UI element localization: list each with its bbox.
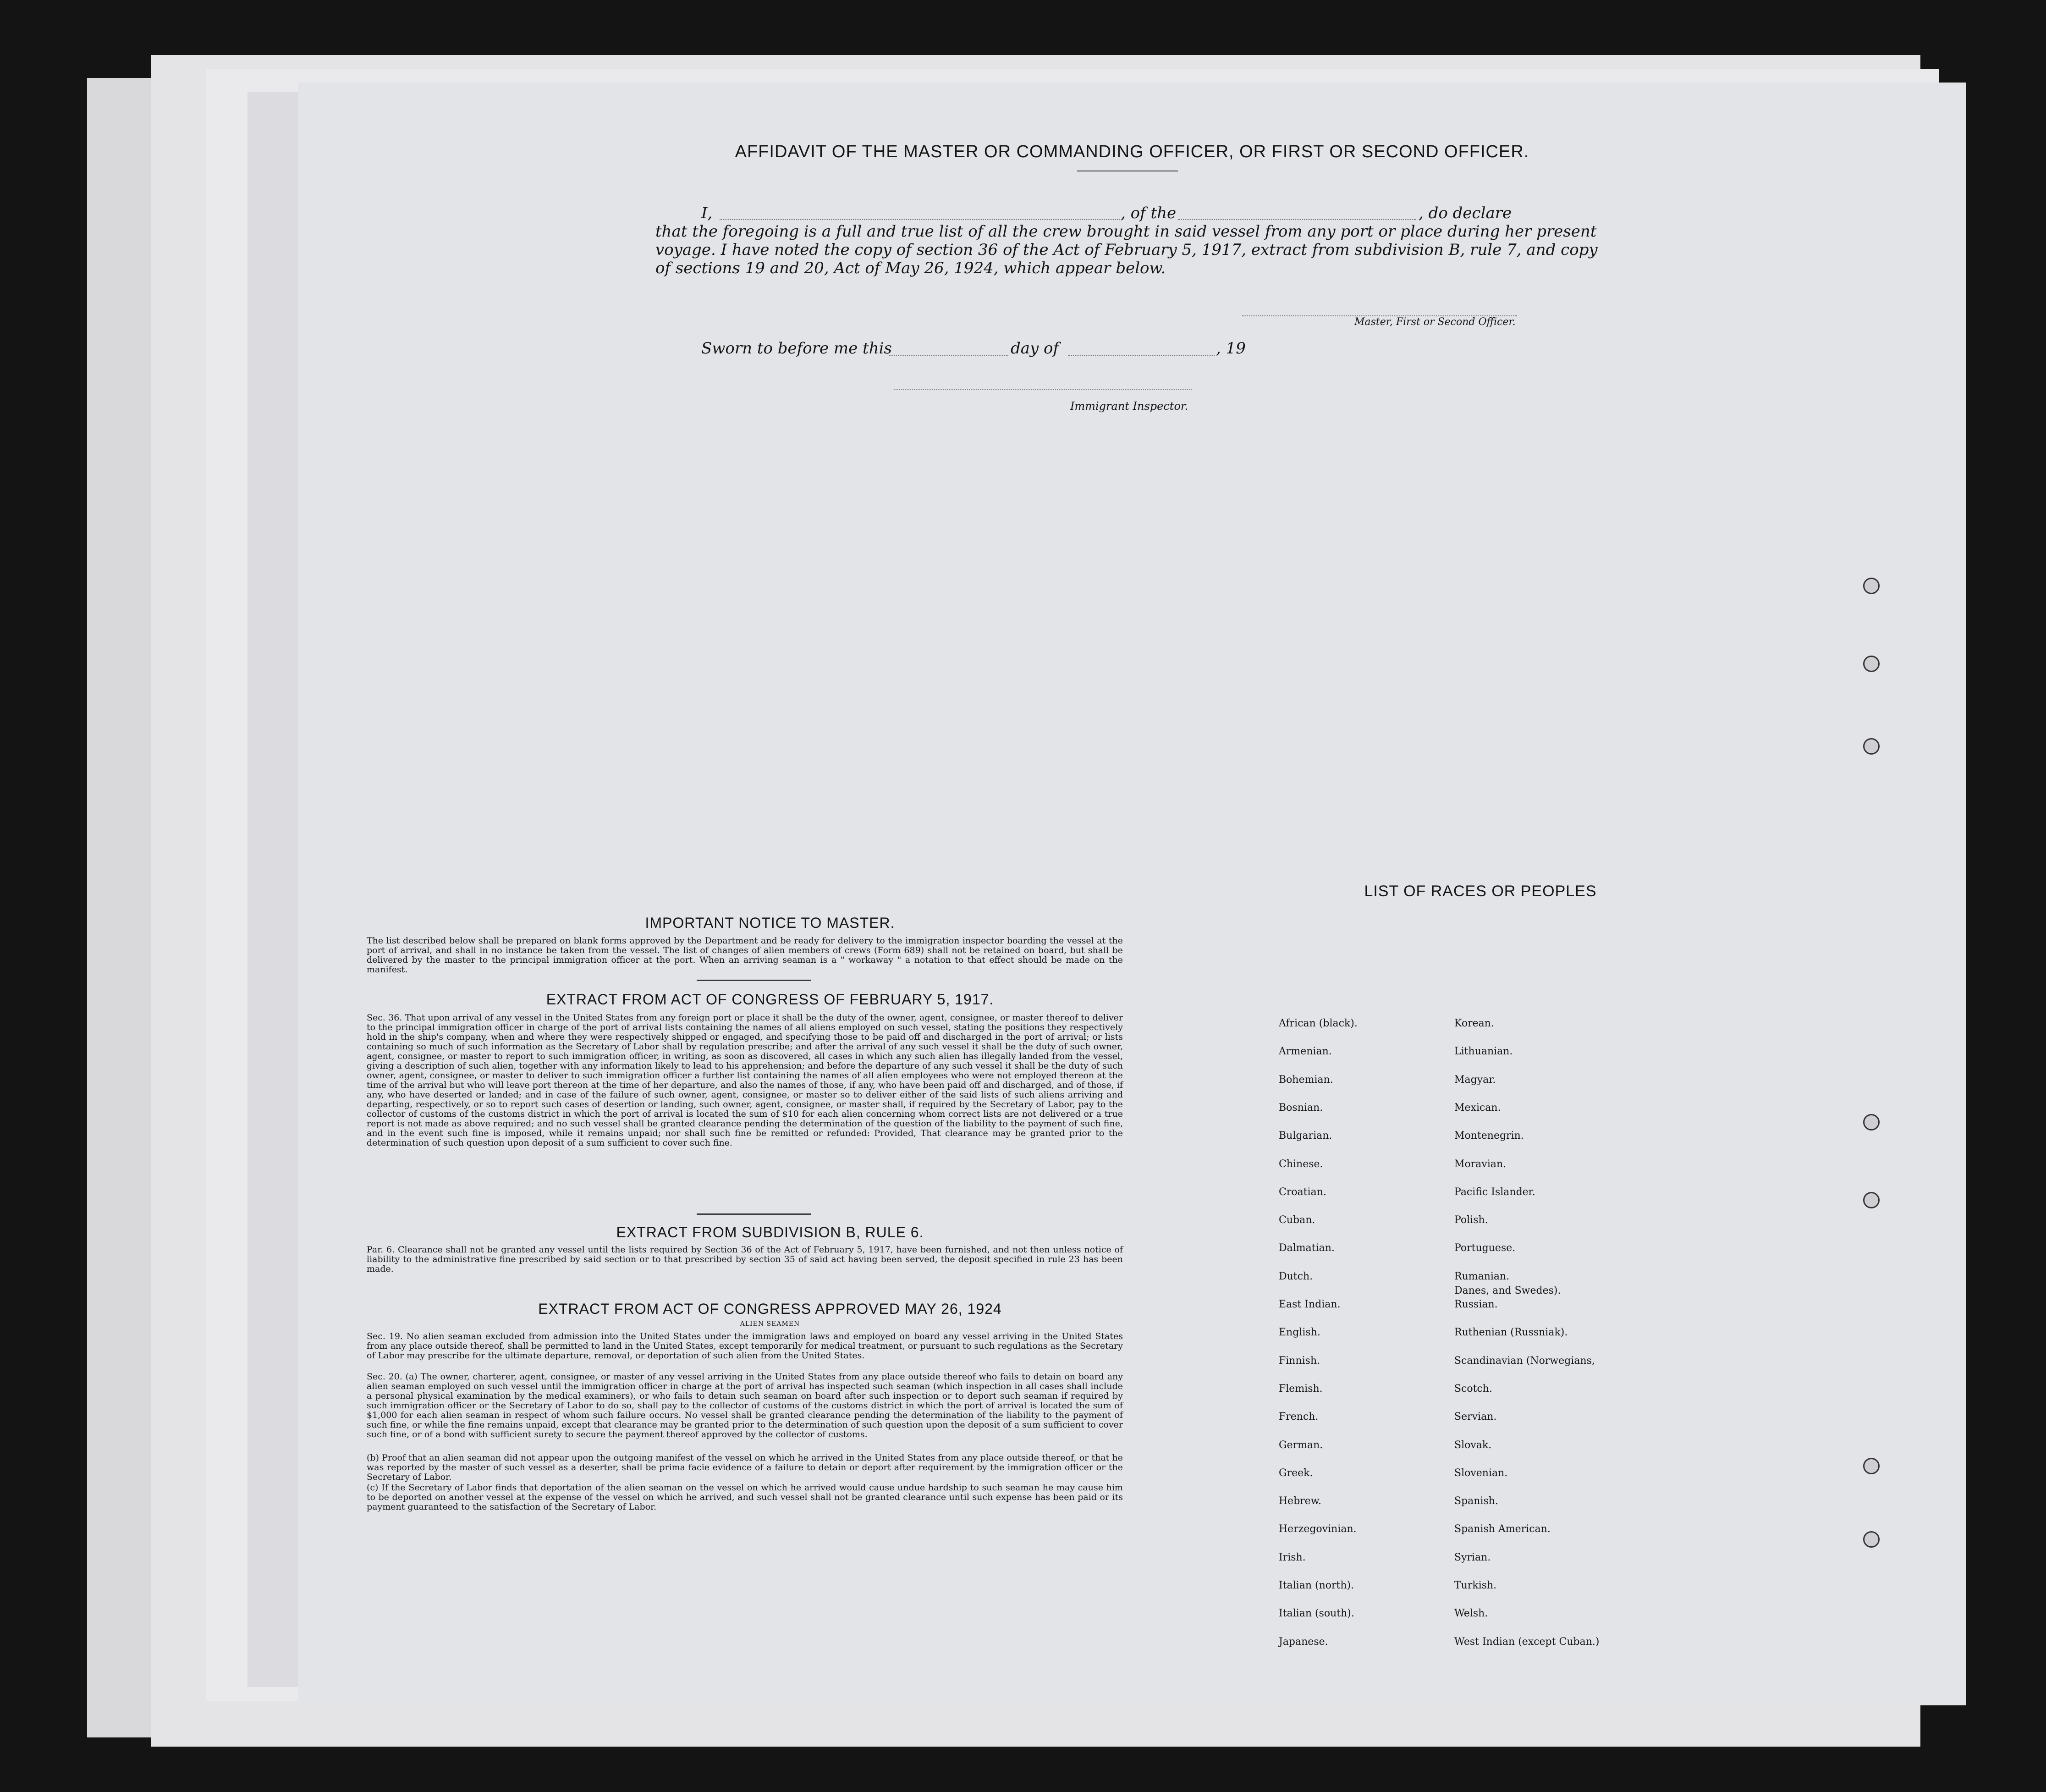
race-item: Japanese. [1279,1636,1328,1648]
race-item: Polish. [1454,1214,1488,1226]
binder-hole [1863,1458,1880,1474]
month-fill-line [1068,355,1215,356]
race-item: Bohemian. [1279,1074,1333,1086]
race-item: Armenian. [1279,1046,1332,1058]
section-19-text: Sec. 19. No alien seaman excluded from admission into the United States under the immigration laws and employed on board any vessel arriving in the United States from any place outside thereof, shall be permitted to land in the United States, except temporarily for medical treatment, or pursuant to such regulations as the Secretary of Labor may prescribe for the ultimate departure, removal, or deportation of such alien from the United States. [367,1331,1123,1361]
race-item: Magyar. [1454,1074,1496,1086]
binder-hole [1863,578,1880,594]
binder-hole [1863,1531,1880,1548]
section-20b-text: (b) Proof that an alien seaman did not appear upon the outgoing manifest of the vessel on which he arrived in the United States from any place outside thereof, or that he was reported by the master of such vessel as a deserter, shall be prima facie evidence of a failure to detain or deport after requirement by the immigration officer or the Secretary of Labor. [367,1453,1123,1482]
race-item: Servian. [1454,1411,1497,1423]
inspector-signature-caption: Immigrant Inspector. [1070,400,1188,413]
race-item: Italian (north). [1279,1580,1354,1591]
race-item: Bulgarian. [1279,1130,1332,1142]
race-item: Scandinavian (Norwegians, [1454,1355,1595,1367]
binder-hole [1863,738,1880,755]
race-item: Croatian. [1279,1186,1326,1198]
section-divider [697,980,811,981]
affidavit-line-2: that the foregoing is a full and true list of all the crew brought in said vessel from any port or place during her present [655,222,1597,241]
affidavit-line-4: of sections 19 and 20, Act of May 26, 1924, which appear below. [655,259,1166,277]
race-item: English. [1279,1327,1320,1339]
section-20a-text: Sec. 20. (a) The owner, charterer, agent, consignee, or master of any vessel arriving in the United States from any place outside thereof who fails to detain on board any alien seaman employed on such vessel until the immigration officer in charge at the port of arrival has inspected such seaman (which inspection in all cases shall include a personal physical examination by the medical examiners), or who fails to detain such seaman on board after such inspection or to deport such seaman if required by such immigration officer or the Secretary of Labor to do so, shall pay to the collector of customs of the customs district in which the port of arrival is located the sum of $1,000 for each alien seaman in respect of whom such failure occurs. No vessel shall be granted clearance pending the determination of the liability to the payment of such fine, or while the fine remains unpaid, except that clearance may be granted prior to the determination of such question upon the deposit of a sum sufficient to cover such fine, or of a bond with sufficient surety to secure the payment thereof approved by the collector of customs. [367,1372,1123,1439]
day-fill-line [889,355,1008,356]
race-item: Cuban. [1279,1214,1315,1226]
affidavit-line-3: voyage. I have noted the copy of section 36 of the Act of February 5, 1917, extract from subdivision B, rule 7, and copy [655,241,1598,259]
race-item: Montenegrin. [1454,1130,1524,1142]
race-item: Flemish. [1279,1383,1323,1395]
master-signature-caption: Master, First or Second Officer. [1354,316,1516,328]
race-item: Ruthenian (Russniak). [1454,1327,1568,1339]
binder-hole [1863,1192,1880,1208]
race-item: Turkish. [1454,1580,1497,1591]
alien-seamen-subtitle: ALIEN SEAMEN [740,1320,800,1328]
race-item: Russian. [1454,1299,1498,1310]
extract-1917-title: EXTRACT FROM ACT OF CONGRESS OF FEBRUARY 5, 1917. [546,991,994,1008]
race-item-continuation: Danes, and Swedes). [1454,1285,1561,1296]
binder-hole [1863,656,1880,672]
race-item: Spanish. [1454,1495,1498,1507]
race-item: Hebrew. [1279,1495,1322,1507]
extract-1924-title: EXTRACT FROM ACT OF CONGRESS APPROVED MAY 26, 1924 [538,1301,1002,1317]
section-divider [697,1213,811,1215]
inspector-signature-line [894,389,1192,390]
race-item: Scotch. [1454,1383,1492,1395]
affidavit-form-page [298,83,1966,1705]
rule-6-title: EXTRACT FROM SUBDIVISION B, RULE 6. [616,1224,924,1241]
affidavit-title: AFFIDAVIT OF THE MASTER OR COMMANDING OFFICER, OR FIRST OR SECOND OFFICER. [735,142,1529,161]
race-item: Irish. [1279,1551,1306,1563]
race-item: Korean. [1454,1018,1494,1029]
race-item: African (black). [1279,1018,1358,1029]
race-item: Dalmatian. [1279,1242,1335,1254]
affidavit-i: I, [701,204,713,222]
affidavit-of-the: , of the [1121,204,1179,222]
race-item: Chinese. [1279,1158,1323,1170]
race-item: French. [1279,1411,1319,1423]
race-item: Portuguese. [1454,1242,1516,1254]
extract-1917-text: Sec. 36. That upon arrival of any vessel in the United States from any foreign port or place it shall be the duty of the owner, agent, consignee, or master thereof to deliver to the principal immigration officer in charge of the port of arrival lists containing the names of all aliens employed on such vessel, stating the positions they respectively hold in the ship's company, when and where they were respectively shipped or engaged, and specifying those to be paid off and discharged in the port of arrival; or lists containing so much of such information as the Secretary of Labor shall by regulation prescribe; and after the arrival of any such vessel it shall be the duty of such owner, agent, consignee, or master to report to such immigration officer, in writing, as soon as discovered, all cases in which any such alien has illegally landed from the vessel, giving a description of such alien, together with any information likely to lead to his apprehension; and before the departure of any such vessel it shall be the duty of such owner, agent, consignee, or master to deliver to such immigration officer a further list containing the names of all alien employees who were not employed thereon at the time of the arrival but who will leave port thereon at the time of her departure, and also the names of those, if any, who have been paid off and discharged, and of those, if any, who have deserted or landed; and in case of the failure of such owner, agent, consignee, or master so to deliver either of the said lists of such aliens arriving and departing, respectively, or so to report such cases of desertion or landing, such owner, agent, consignee, or master shall, if required by the Secretary of Labor, pay to the collector of customs of the customs district in which the port of arrival is located the sum of $10 for each alien concerning whom correct lists are not delivered or a true report is not made as above required; and no such vessel shall be granted clearance pending the determination of the question of the liability to the payment of such fine, and in the event such fine is imposed, while it remains unpaid; nor shall such fine be remitted or refunded: Provided, That clearance may be granted prior to the determination of such question upon deposit of a sum sufficient to cover such fine. [367,1013,1123,1148]
race-item: Finnish. [1279,1355,1320,1367]
binder-hole [1863,1114,1880,1130]
race-item: Syrian. [1454,1551,1491,1563]
race-item: East Indian. [1279,1299,1341,1310]
race-item: West Indian (except Cuban.) [1454,1636,1600,1648]
race-item: Welsh. [1454,1608,1488,1620]
race-item: Greek. [1279,1467,1313,1479]
race-item: Slovenian. [1454,1467,1508,1479]
race-item: Rumanian. [1454,1270,1510,1282]
sworn-text: Sworn to before me this [701,339,892,358]
race-item: Spanish American. [1454,1523,1551,1535]
race-item: Herzegovinian. [1279,1523,1357,1535]
affidavit-declare: , do declare [1419,204,1512,222]
vessel-fill-line [1178,219,1416,220]
race-item: German. [1279,1439,1323,1451]
day-of-text: day of [1011,339,1059,358]
year-text: , 19 [1216,339,1246,358]
race-item: Mexican. [1454,1102,1501,1114]
race-item: Lithuanian. [1454,1046,1513,1058]
rule-6-text: Par. 6. Clearance shall not be granted any vessel until the lists required by Section 36 of the Act of February 5, 1917, have been furnished, and not then unless notice of liability to the administrative fine prescribed by said section or to that prescribed by section 35 of said act having been served, the deposit specified in rule 23 has been made. [367,1245,1123,1274]
race-item: Dutch. [1279,1270,1313,1282]
races-list-title: LIST OF RACES OR PEOPLES [1364,882,1597,900]
race-item: Pacific Islander. [1454,1186,1535,1198]
race-item: Italian (south). [1279,1608,1354,1620]
race-item: Slovak. [1454,1439,1492,1451]
race-item: Bosnian. [1279,1102,1323,1114]
race-item: Moravian. [1454,1158,1507,1170]
notice-text: The list described below shall be prepared on blank forms approved by the Department and be ready for delivery to the immigration inspector boarding the vessel at the port of arrival, and shall in no instance be taken from the vessel. The list of changes of alien members of crews (Form 689) shall not be retained on board, but shall be delivered by the master to the principal immigration officer at the port. When an arriving seaman is a " workaway " a notation to that effect should be made on the manifest. [367,936,1123,975]
section-20c-text: (c) If the Secretary of Labor finds that deportation of the alien seaman on the vessel on which he arrived would cause undue hardship to such seaman he may cause him to be deported on another vessel at the expense of the vessel on which he arrived, and such vessel shall not be granted clearance until such expense has been paid or its payment guaranteed to the satisfaction of the Secretary of Labor. [367,1483,1123,1512]
notice-title: IMPORTANT NOTICE TO MASTER. [645,915,895,931]
